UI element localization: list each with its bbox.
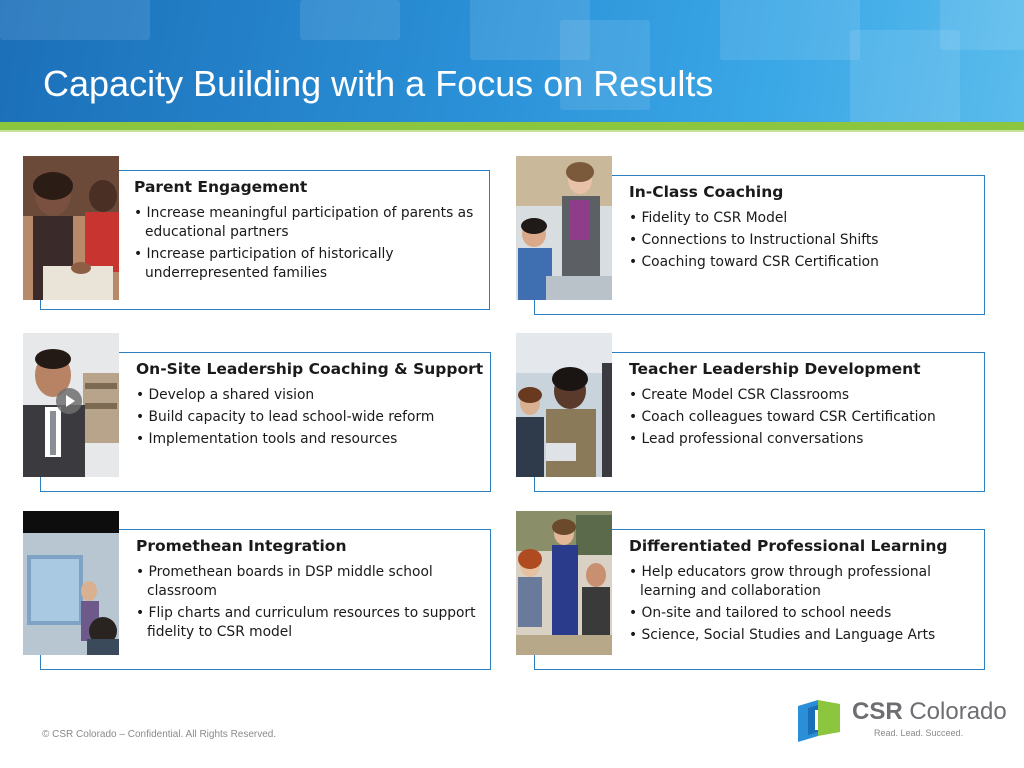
bullet-list <box>134 204 479 283</box>
header-accent-stripe-light <box>0 130 1024 132</box>
bullet-item: • Science, Social Studies and Language Arts <box>629 626 974 645</box>
logo-tagline: Read. Lead. Succeed. <box>874 728 964 738</box>
bullet-item: • Build capacity to lead school-wide reform <box>136 408 481 427</box>
bullet-item: • Help educators grow through professional learning and collaboration <box>629 563 974 601</box>
page-title: Capacity Building with a Focus on Results <box>43 63 714 104</box>
photo-promethean-integration <box>23 511 119 655</box>
photo-on-site-leadership[interactable] <box>23 333 119 477</box>
bullet-item: • Increase participation of historically underrepresented families <box>134 245 479 283</box>
header-banner <box>0 0 1024 122</box>
photo-differentiated-learning <box>516 511 612 655</box>
header-accent-stripe <box>0 122 1024 130</box>
bullet-item: • Develop a shared vision <box>136 386 481 405</box>
bullet-item: • Increase meaningful participation of parents as educational partners <box>134 204 479 242</box>
bullet-item: • Coaching toward CSR Certification <box>629 253 974 272</box>
logo-wordmark <box>852 700 1007 724</box>
card-title: Differentiated Professional Learning <box>629 537 948 555</box>
logo-mark-icon <box>796 696 846 744</box>
photo-teacher-leadership <box>516 333 612 477</box>
card-title: Parent Engagement <box>134 178 308 196</box>
card-title: Teacher Leadership Development <box>629 360 921 378</box>
bullet-list <box>629 563 974 645</box>
bullet-item: • Lead professional conversations <box>629 430 974 449</box>
bullet-item: • Coach colleagues toward CSR Certification <box>629 408 974 427</box>
bullet-list <box>136 563 481 642</box>
bullet-item: • Flip charts and curriculum resources to support fidelity to CSR model <box>136 604 481 642</box>
csr-colorado-logo <box>796 696 1007 744</box>
logo-wordmark-rest: Colorado <box>902 698 1007 725</box>
card-title: In-Class Coaching <box>629 183 784 201</box>
card-title: On-Site Leadership Coaching & Support <box>136 360 484 378</box>
bullet-item: • Implementation tools and resources <box>136 430 481 449</box>
card-title: Promethean Integration <box>136 537 347 555</box>
bullet-list <box>136 386 481 449</box>
play-icon[interactable] <box>56 388 82 414</box>
logo-wordmark-bold: CSR <box>852 698 903 725</box>
bullet-list <box>629 386 974 449</box>
bullet-item: • Promethean boards in DSP middle school classroom <box>136 563 481 601</box>
footer-copyright: © CSR Colorado – Confidential. All Rights Reserved. <box>42 729 277 740</box>
bullet-item: • On-site and tailored to school needs <box>629 604 974 623</box>
bullet-list <box>629 209 974 272</box>
bullet-item: • Create Model CSR Classrooms <box>629 386 974 405</box>
bullet-item: • Connections to Instructional Shifts <box>629 231 974 250</box>
bullet-item: • Fidelity to CSR Model <box>629 209 974 228</box>
photo-in-class-coaching <box>516 156 612 300</box>
photo-parent-engagement <box>23 156 119 300</box>
